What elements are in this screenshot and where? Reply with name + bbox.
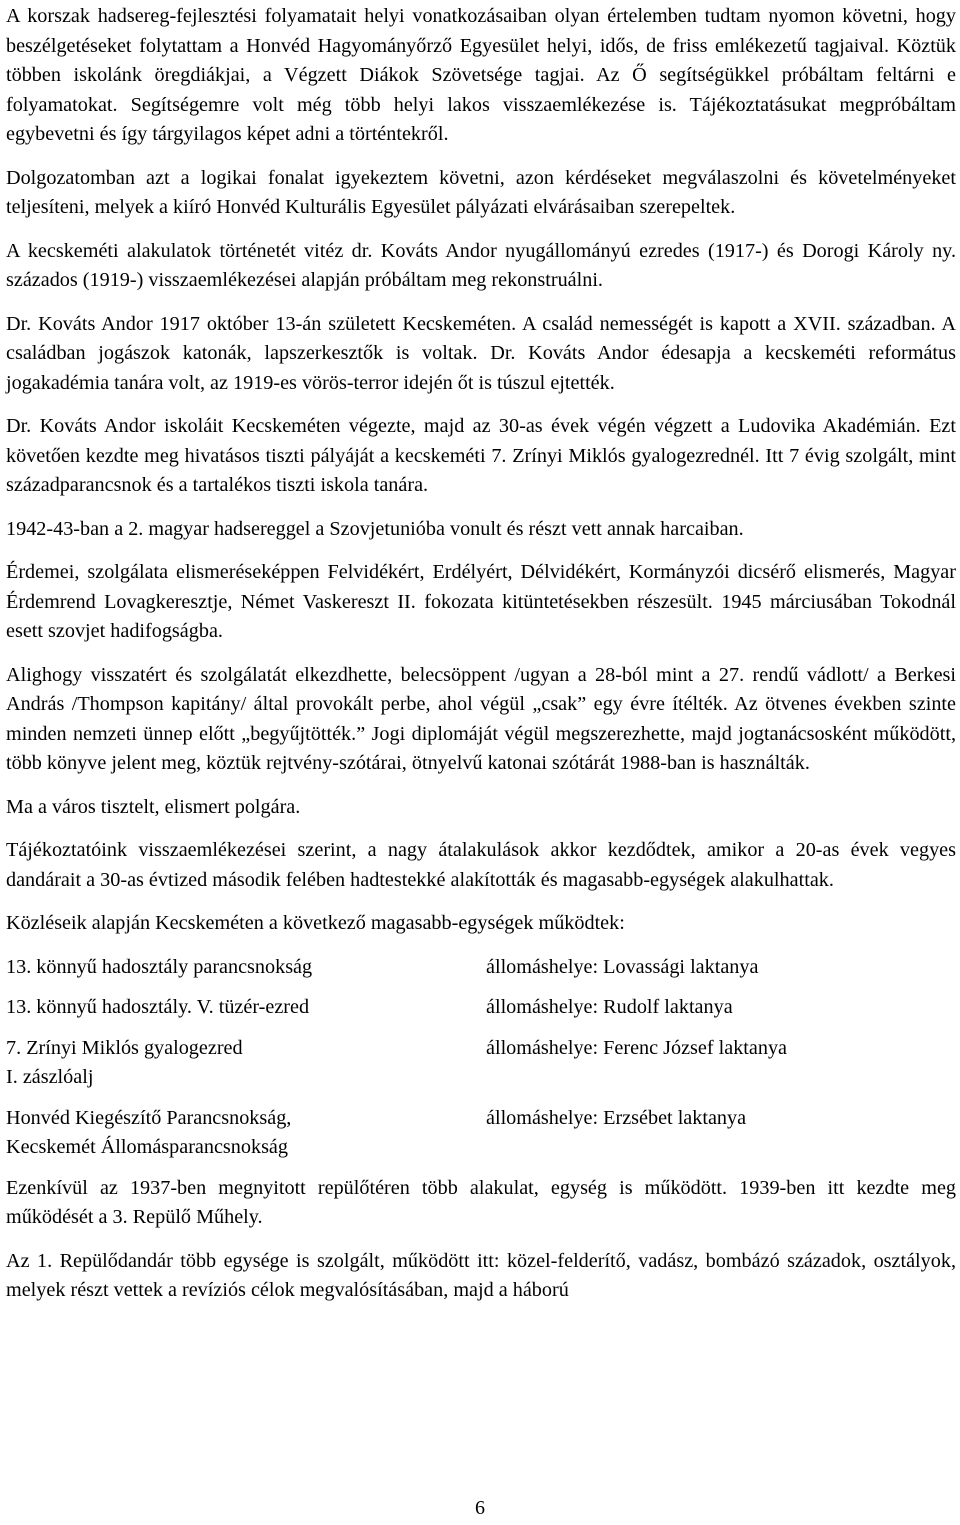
unit-row [6, 1034, 956, 1093]
page-number: 6 [475, 1497, 485, 1519]
unit-list [6, 953, 956, 1163]
unit-location: állomáshelye: Rudolf laktanya [486, 996, 733, 1018]
unit-location: állomáshelye: Erzsébet laktanya [486, 1106, 747, 1129]
paragraph-airfield: Ezenkívül az 1937-ben megnyitott repülőtéren több alakulat, egység is működött. 1939-ben itt kezdte meg működését a 3. Repülő Műhely. [6, 1176, 956, 1228]
paragraph-intro: A korszak hadsereg-fejlesztési folyamatait helyi vonatkozásaiban olyan értelemben tudtam nyomon követni, hogy beszélgetéseket folytattam a Honvéd Hagyományőrző Egyesület helyi, idős, de friss emlékezetű tagjaival. Köztük többen iskolánk öregdiákjai, a Végzett Diákok Szövetsége tagjai. Az Ő segítségükkel próbáltam feltárni e folyamatokat. Segítségemre volt még több helyi lakos visszaemlékezése is. Tájékoztatásukat megpróbáltam egybevetni és így tárgyilagos képet adni a történtekről. [6, 5, 956, 145]
paragraph-air-brigade: Az 1. Repülődandár több egysége is szolgált, működött itt: közel-felderítő, vadász, bombázó századok, osztályok, melyek részt vettek a revíziós célok megvalósításában, majd a háború [6, 1249, 956, 1301]
paragraph-war-service: 1942-43-ban a 2. magyar hadsereggel a Szovjetunióba vonult és részt vett annak harcaiban. [6, 517, 744, 540]
paragraph-sources: A kecskeméti alakulatok történetét vitéz dr. Kováts Andor nyugállományú ezredes (1917-) és Dorogi Károly ny. százados (1919-) visszaemlékezései alapján próbáltam meg rekonstruálni. [6, 239, 956, 291]
unit-name: 13. könnyű hadosztály. V. tüzér-ezred [6, 996, 310, 1018]
unit-name: Honvéd Kiegészítő Parancsnokság, Kecskemét Állomásparancsnokság [6, 1106, 292, 1158]
unit-location: állomáshelye: Lovassági laktanya [486, 955, 759, 978]
paragraph-decorations: Érdemei, szolgálata elismeréseképpen Felvidékért, Erdélyért, Délvidékért, Kormányzói dicsérő elismerés, Magyar Érdemrend Lovagkeresztje, Német Vaskereszt II. fokozata kitüntetésekben részesült. 1945 márciusában Tokodnál esett szovjet hadifogságba. [6, 561, 956, 642]
paragraph-citizen: Ma a város tisztelt, elismert polgára. [6, 795, 301, 818]
unit-location: állomáshelye: Ferenc József laktanya [486, 1036, 788, 1059]
paragraph-trial: Alighogy visszatért és szolgálatát elkezdhette, belecsöppent /ugyan a 28-ból mint a 27. rendű vádlott/ a Berkesi András /Thompson kapitány/ által provokált perbe, ahol végül „csak” egy évre ítélték. Az ötvenes években szinte minden nemzeti ünnep előtt „begyűjtötték.” Jogi diplomáját végül megszerezhette, majd jogtanácsosként működött, több könyve jelent meg, köztük rejtvény-szótárai, ötnyelvű katonai szótárát 1988-ban is használták. [6, 663, 956, 774]
unit-name: 7. Zrínyi Miklós gyalogezred I. zászlóalj [6, 1036, 243, 1088]
paragraph-method: Dolgozatomban azt a logikai fonalat igyekeztem követni, azon kérdéseket megválaszolni és követelményeket teljesíteni, melyek a kiíró Honvéd Kulturális Egyesület pályázati elvárásaiban szerepeltek. [6, 166, 956, 218]
paragraph-birth: Dr. Kováts Andor 1917 október 13-án született Kecskeméten. A család nemességét is kapott a XVII. században. A családban jogászok katonák, lapszerkesztők is voltak. Dr. Kováts Andor édesapja a kecskeméti református jogakadémia tanára volt, az 1919-es vörös-terror idején őt is túszul ejtették. [6, 312, 956, 394]
unit-row [6, 953, 956, 983]
paragraph-reorganization: Tájékoztatóink visszaemlékezései szerint, a nagy átalakulások akkor kezdődtek, amikor a 20-as évek vegyes dandárait a 30-as évtized második felében hadtestekké alakították és magasabb-egységek alakulhattak. [6, 839, 956, 891]
unit-name: 13. könnyű hadosztály parancsnokság [6, 955, 313, 978]
page-content [6, 2, 956, 1320]
unit-row [6, 1104, 956, 1163]
unit-row [6, 993, 956, 1023]
paragraph-education: Dr. Kováts Andor iskoláit Kecskeméten végezte, majd az 30-as évek végén végzett a Ludovika Akadémián. Ezt követően kezdte meg hivatásos tiszti pályáját a kecskeméti 7. Zrínyi Miklós gyalogezrednél. Itt 7 évig szolgált, mint századparancsnok és a tartalékos tiszti iskola tanára. [6, 415, 956, 496]
paragraph-units-intro: Közléseik alapján Kecskeméten a következő magasabb-egységek működtek: [6, 912, 625, 934]
